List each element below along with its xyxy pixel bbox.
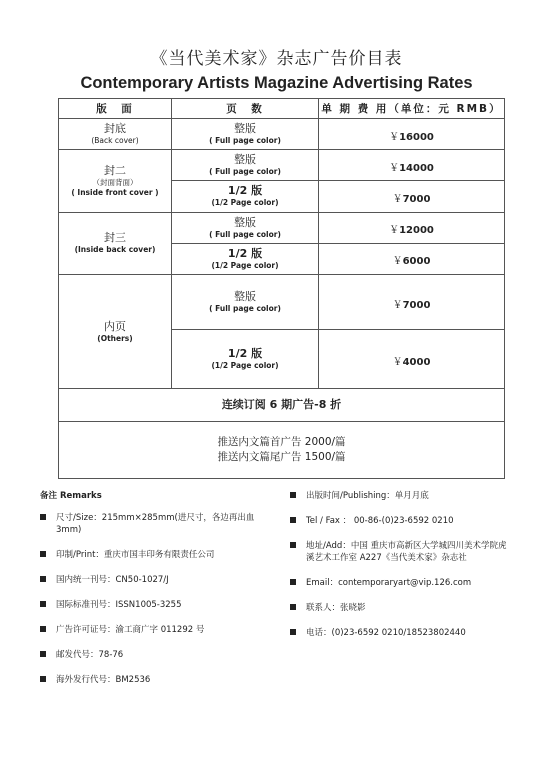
list-item: 邮发代号：78-76 [40,649,265,661]
list-item: Tel / Fax ： 00-86-(0)23-6592 0210 [290,515,515,527]
price-value: 12000 [399,225,434,237]
position-name-en: (Back cover) [91,136,139,146]
notes-right-column [290,490,515,652]
advertising-rate-table [58,98,505,479]
position-name-en: (Inside back cover) [74,245,156,255]
size-name-en: ( Full page color) [209,167,281,177]
position-name: 封三 [104,231,126,245]
price-value: 6000 [402,256,431,268]
header-cost: 单 期 费 用（单位：元 RMB） [319,99,505,119]
position-name: 内页 [104,319,126,333]
price-cell [319,243,505,274]
table-row [59,150,505,181]
size-name: 整版 [234,215,256,229]
list-item: 电话：(0)23-6592 0210/18523802440 [290,627,515,639]
price-cell [319,274,505,329]
size-name: 1/2 版 [227,347,263,361]
price-cell [319,181,505,212]
list-item: 地址/Add：中国 重庆市高新区大学城四川美术学院虎溪艺术工作室 A227《当代美术家》杂志社 [290,540,515,564]
page-title-english: Contemporary Artists Magazine Advertising Rates [80,74,473,92]
promo-line-footer: 推送内文篇尾广告 1500/篇 [217,450,346,463]
size-cell [172,274,319,329]
size-name: 整版 [234,122,256,136]
price-cell [319,150,505,181]
bullet-square-icon [290,629,296,635]
discount-row [59,389,505,421]
list-item: 印制/Print：重庆市国丰印务有限责任公司 [40,549,265,561]
size-cell [172,119,319,150]
promo-cell [59,421,505,478]
email-item[interactable]: Email：contemporaryart@vip.126.com [290,577,515,589]
price-value: 16000 [399,131,434,143]
currency-symbol: ￥ [389,162,400,174]
price-value: 7000 [402,193,431,205]
price-cell [319,330,505,389]
bullet-square-icon [40,676,46,682]
header-position: 版 面 [59,99,172,119]
size-name-en: ( Full page color) [209,136,281,146]
size-cell [172,181,319,212]
price-cell [319,119,505,150]
size-name-en: ( Full page color) [209,229,281,239]
currency-symbol: ￥ [392,193,403,205]
notes-left-column [40,490,265,699]
bullet-square-icon [40,576,46,582]
promo-row [59,421,505,478]
list-item: 联系人：张晓影 [290,602,515,614]
table-row [59,274,505,329]
table-header-row [59,99,505,119]
price-value: 4000 [402,356,431,368]
position-name-en: ( Inside front cover ) [71,187,159,197]
position-name: 封二 [104,163,126,177]
position-cell [59,150,172,212]
size-name-en: ( Full page color) [209,304,281,314]
discount-text: 连续订阅 6 期广告-8 折 [59,389,505,421]
size-cell [172,150,319,181]
size-name-en: (1/2 Page color) [211,260,279,270]
bullet-square-icon [40,651,46,657]
list-item: 尺寸/Size：215mm×285mm(进尺寸，各边再出血 3mm) [40,512,265,536]
bullet-square-icon [40,551,46,557]
position-name-en: (Others) [97,333,133,343]
bullet-square-icon [40,601,46,607]
size-name-en: (1/2 Page color) [211,198,279,208]
bullet-square-icon [40,626,46,632]
bullet-square-icon [290,579,296,585]
currency-symbol: ￥ [392,256,403,268]
price-cell [319,212,505,243]
table-row [59,119,505,150]
list-item: 海外发行代号：BM2536 [40,674,265,686]
size-cell [172,243,319,274]
currency-symbol: ￥ [389,225,400,237]
notes-heading: 备注 Remarks [40,491,102,501]
bullet-square-icon [290,542,296,548]
currency-symbol: ￥ [392,356,403,368]
size-cell [172,330,319,389]
currency-symbol: ￥ [392,299,403,311]
bullet-square-icon [290,492,296,498]
table-row [59,212,505,243]
header-size: 页 数 [172,99,319,119]
bullet-square-icon [40,514,46,520]
page-title-chinese: 《当代美术家》杂志广告价目表 [150,49,403,69]
size-name: 整版 [234,153,256,167]
size-cell [172,212,319,243]
currency-symbol: ￥ [389,131,400,143]
size-name: 1/2 版 [227,184,263,198]
size-name: 1/2 版 [227,246,263,260]
list-item: 出版时间/Publishing：单月月底 [290,490,515,502]
position-name-sub: （封面背面） [92,177,138,187]
size-name: 整版 [234,290,256,304]
price-value: 7000 [402,299,431,311]
size-name-en: (1/2 Page color) [211,361,279,371]
position-cell [59,119,172,150]
price-value: 14000 [399,162,434,174]
position-name: 封底 [104,122,126,136]
list-item: 国际标准刊号：ISSN1005-3255 [40,599,265,611]
bullet-square-icon [290,517,296,523]
list-item: 国内统一刊号：CN50-1027/J [40,574,265,586]
bullet-square-icon [290,604,296,610]
position-cell [59,212,172,274]
promo-line-header: 推送内文篇首广告 2000/篇 [217,435,346,448]
list-item: 广告许可证号：渝工商广字 011292 号 [40,624,265,636]
position-cell [59,274,172,389]
